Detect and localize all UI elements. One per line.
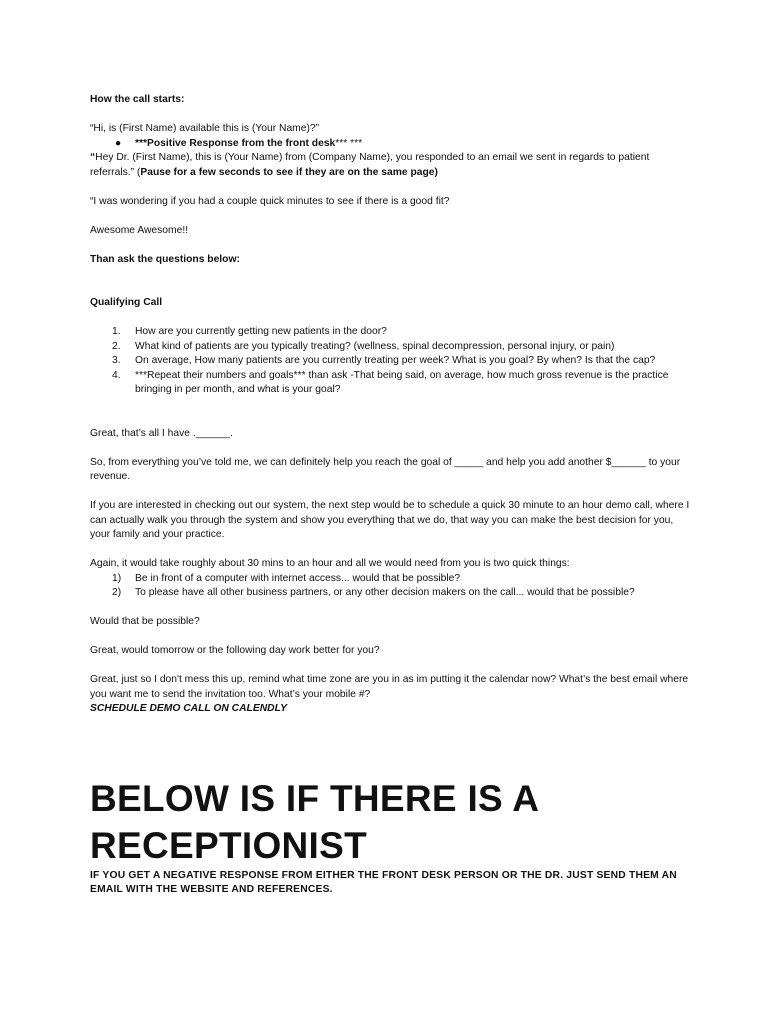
negative-response-note: IF YOU GET A NEGATIVE RESPONSE FROM EITHER THE FRONT DESK PERSON OR THE DR. JUST SEND THEM AN EMAIL WITH THE WEBSITE AND REFERENCES. (90, 869, 677, 895)
list-item (90, 325, 690, 340)
list-item-text: What kind of patients are you typically treating? (wellness, spinal decompression, personal injury, or pain) (135, 340, 615, 352)
list-item (90, 586, 690, 601)
positive-response-rest: *** *** (335, 137, 363, 149)
list-item (90, 369, 690, 398)
hey-dr-paragraph (90, 151, 690, 180)
would-that-line: Would that be possible? (90, 616, 200, 627)
list-number: 2. (112, 340, 121, 352)
list-item (90, 572, 690, 587)
two-things-list (90, 572, 690, 601)
just-so-paragraph: Great, just so I don't mess this up, remind what time zone are you in as im putting it the calendar now? What’s the best email where you want me to send the invitation too. What’s your mobile #? (90, 674, 689, 700)
list-number: 2) (112, 587, 122, 598)
positive-response-bullet (90, 137, 690, 152)
list-number: 4. (112, 369, 121, 381)
qualifying-questions-list (90, 325, 690, 398)
bullet-dot-icon: ● (115, 137, 122, 149)
list-item-text: On average, How many patients are you currently treating per week? What is you goal? By when? Is that the cap? (135, 355, 656, 366)
greeting-line: “Hi, is (First Name) available this is (Your Name)?” (90, 123, 320, 134)
again-line: Again, it would take roughly about 30 mins to an hour and all we would need from you is two quick things: (90, 558, 570, 569)
qualifying-call-heading: Qualifying Call (90, 297, 163, 308)
positive-response-bold: ***Positive Response from the front desk (135, 137, 336, 149)
list-item-text: ***Repeat their numbers and goals*** than ask -That being said, on average, how much gross revenue is the practice bringing in per month, and what is your goal? (135, 369, 669, 395)
so-from-paragraph: So, from everything you’ve told me, we can definitely help you reach the goal of _____ and help you add another $______ to your revenue. (90, 456, 681, 482)
heading-call-starts: How the call starts: (90, 94, 185, 105)
document-page (90, 93, 690, 898)
interested-paragraph: If you are interested in checking out our system, the next step would be to schedule a quick 30 minute to an hour demo call, where I can actually walk you through the system and show you everything that we do, that way you can make the best decision for you, your family and your practice. (90, 500, 690, 540)
list-item (90, 340, 690, 355)
list-item-text: Be in front of a computer with internet access... would that be possible? (135, 572, 461, 584)
list-number: 1. (112, 326, 121, 337)
list-item (90, 354, 690, 369)
list-number: 3. (112, 355, 121, 366)
receptionist-heading: BELOW IS IF THERE IS A RECEPTIONIST (90, 777, 538, 866)
then-ask-line: Than ask the questions below: (90, 253, 240, 265)
wondering-line: “I was wondering if you had a couple quick minutes to see if there is a good fit? (90, 195, 450, 207)
schedule-demo-line: SCHEDULE DEMO CALL ON CALENDLY (90, 703, 287, 714)
hey-dr-pause-note: Pause for a few seconds to see if they are on the same page) (140, 166, 438, 178)
tomorrow-line: Great, would tomorrow or the following day work better for you? (90, 645, 380, 656)
great-all-line: Great, that’s all I have .______. (90, 427, 233, 439)
awesome-line: Awesome Awesome!! (90, 224, 189, 236)
list-item-text: To please have all other business partners, or any other decision makers on the call... would that be possible? (135, 587, 635, 598)
hey-dr-text: Hey Dr. (First Name), this is (Your Name) from (Company Name), you responded to an email we sent in regards to patient referrals.” ( (90, 152, 650, 178)
hey-dr-quote-mark: “ (90, 152, 96, 163)
list-item-text: How are you currently getting new patients in the door? (135, 326, 387, 337)
list-number: 1) (112, 572, 122, 584)
